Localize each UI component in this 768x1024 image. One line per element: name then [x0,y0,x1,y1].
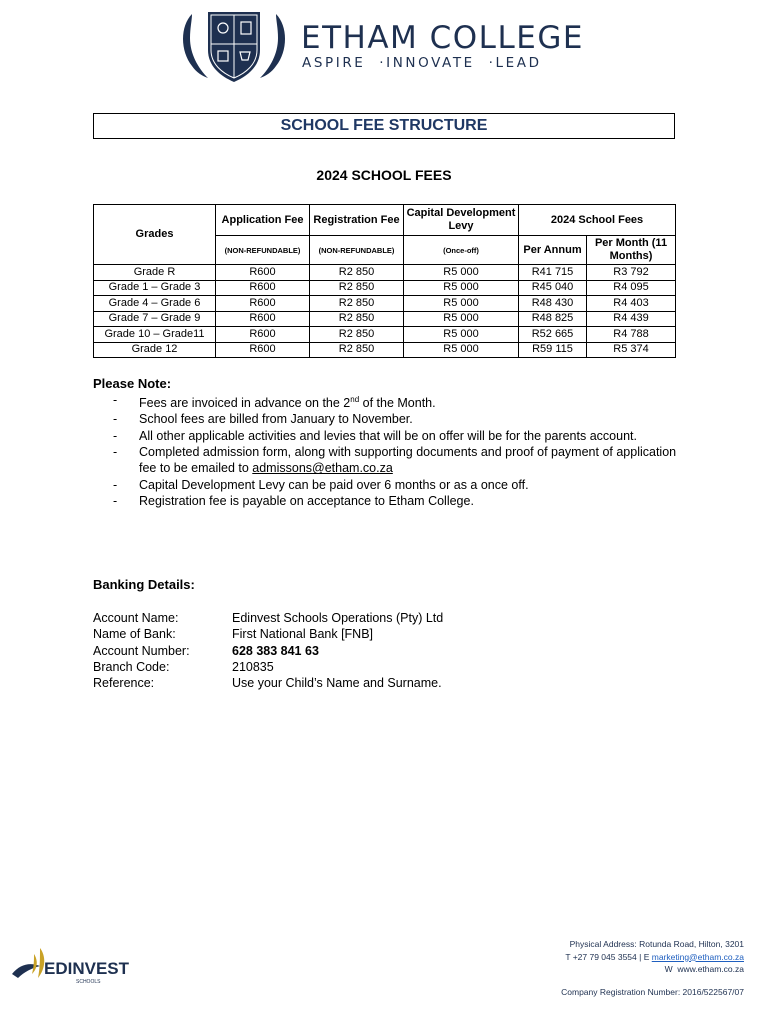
cell-registration: R2 850 [310,265,404,281]
cell-application: R600 [216,265,310,281]
cell-month: R5 374 [587,342,676,358]
cell-registration: R2 850 [310,342,404,358]
cell-application: R600 [216,280,310,296]
table-row [94,265,676,281]
header-application-fee: Application Fee [216,205,310,236]
branch-code-label: Branch Code: [93,659,170,674]
header-capital-levy: Capital Development Levy [404,205,519,236]
header-school-fees: 2024 School Fees [519,205,676,236]
list-item: - Registration fee is payable on acceptance to Etham College. [113,493,474,508]
cell-grade: Grade 7 – Grade 9 [94,311,216,327]
edinvest-logo [10,946,140,988]
banking-details [93,610,443,691]
cell-capital: R5 000 [404,342,519,358]
cell-month: R4 439 [587,311,676,327]
header-registration-fee: Registration Fee [310,205,404,236]
account-name-value: Edinvest Schools Operations (Pty) Ltd [232,611,444,625]
table-row [94,327,676,343]
bank-name-value: First National Bank [FNB] [232,627,374,642]
svg-text:EDINVEST: EDINVEST [44,959,130,978]
sub-per-annum: Per Annum [519,236,587,265]
cell-grade: Grade R [94,265,216,281]
cell-annum: R48 825 [519,311,587,327]
table-row [94,296,676,312]
account-number-label: Account Number: [93,643,190,658]
list-item: - All other applicable activities and levies that will be on offer will be for the parents account. [113,428,637,443]
fees-subtitle: 2024 SCHOOL FEES [316,167,452,183]
cell-application: R600 [216,296,310,312]
reference-value: Use your Child’s Name and Surname. [232,676,442,691]
cell-annum: R52 665 [519,327,587,343]
cell-registration: R2 850 [310,296,404,312]
fee-table [93,204,676,358]
cell-grade: Grade 1 – Grade 3 [94,280,216,296]
cell-annum: R45 040 [519,280,587,296]
notes-list [113,392,713,509]
college-crest-logo [178,6,290,84]
list-item: - School fees are billed from January to November. [113,412,413,427]
reference-label: Reference: [93,676,155,691]
bank-name-label: Name of Bank: [93,627,176,642]
cell-grade: Grade 10 – Grade11 [94,327,216,343]
header [178,6,598,86]
notes-title: Please Note: [93,376,172,391]
footer-registration: Company Registration Number: 2016/522567/07 [561,986,744,997]
cell-application: R600 [216,327,310,343]
cell-annum: R41 715 [519,265,587,281]
banking-title: Banking Details: [93,577,195,592]
account-number-value: 628 383 841 63 [232,643,319,658]
cell-capital: R5 000 [404,327,519,343]
cell-registration: R2 850 [310,327,404,343]
cell-capital: R5 000 [404,265,519,281]
header-grades: Grades [94,205,216,265]
cell-annum: R59 115 [519,342,587,358]
cell-grade: Grade 12 [94,342,216,358]
cell-application: R600 [216,342,310,358]
cell-application: R600 [216,311,310,327]
footer-address: Physical Address: Rotunda Road, Hilton, 3201 [569,939,744,949]
list-item: - Capital Development Levy can be paid over 6 months or as a once off. [113,477,529,492]
admissions-email-link[interactable]: admissons@etham.co.za [252,461,393,476]
list-item: - Fees are invoiced in advance on the 2nd of the Month. [113,393,436,411]
svg-text:SCHOOLS: SCHOOLS [76,979,101,985]
sub-per-month: Per Month (11 Months) [587,236,676,265]
account-name-label: Account Name: [93,611,179,625]
sub-application: (NON-REFUNDABLE) [216,236,310,265]
cell-annum: R48 430 [519,296,587,312]
cell-capital: R5 000 [404,311,519,327]
branch-code-value: 210835 [232,659,274,674]
marketing-email-link[interactable]: marketing@etham.co.za [651,951,744,962]
cell-registration: R2 850 [310,311,404,327]
footer-contact [561,938,744,998]
footer-phone-email: T +27 79 045 3554 | E marketing@etham.co.za [565,951,744,962]
list-item: - Completed admission form, along with supporting documents and proof of payment of application fee to be emailed to admissons@etham.co.za [113,445,677,476]
table-row [94,342,676,358]
cell-capital: R5 000 [404,280,519,296]
sub-registration: (NON-REFUNDABLE) [310,236,404,265]
document-title: SCHOOL FEE STRUCTURE [93,113,675,139]
college-name: ETHAM COLLEGE [301,20,584,56]
cell-month: R3 792 [587,265,676,281]
college-motto: ASPIRE ·INNOVATE ·LEAD [302,55,542,71]
cell-capital: R5 000 [404,296,519,312]
sub-capital: (Once-off) [404,236,519,265]
cell-month: R4 788 [587,327,676,343]
table-row [94,311,676,327]
table-row [94,280,676,296]
cell-grade: Grade 4 – Grade 6 [94,296,216,312]
cell-registration: R2 850 [310,280,404,296]
cell-month: R4 095 [587,280,676,296]
cell-month: R4 403 [587,296,676,312]
footer-web: W www.etham.co.za [664,964,744,974]
